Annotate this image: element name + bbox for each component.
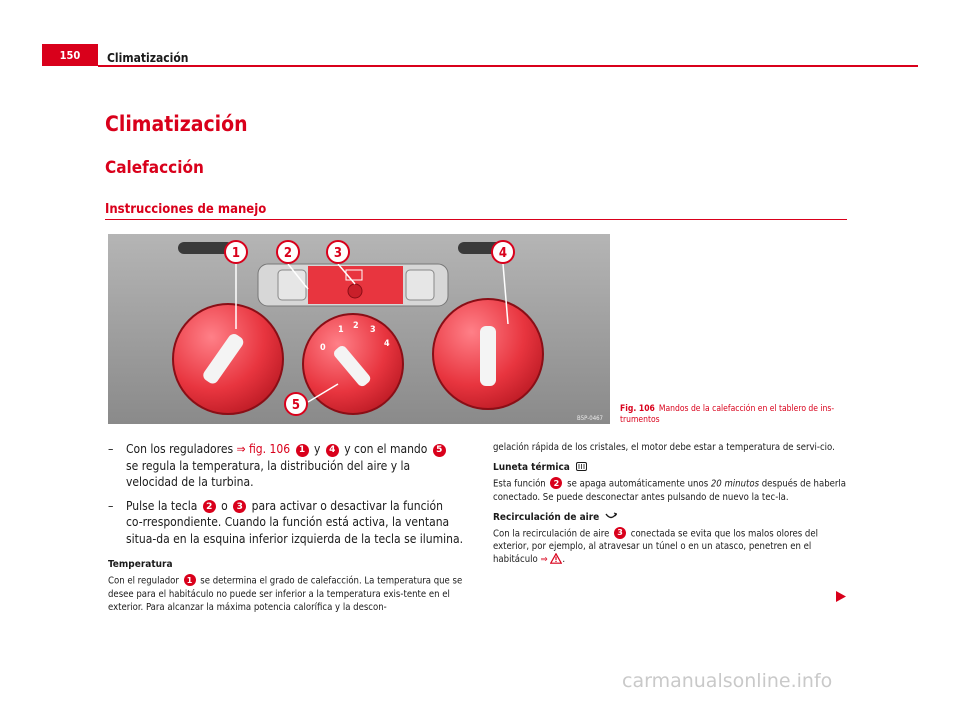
- continue-arrow-icon: [836, 591, 846, 602]
- header-rule: [98, 65, 918, 67]
- text-run: y: [310, 442, 324, 456]
- bullet-dash: –: [108, 442, 114, 456]
- warning-cross-reference-link[interactable]: ⇒: [540, 554, 548, 565]
- text-run: conectada se evita que los malos olores del exterior, por ejemplo, al atravesar un túnel o en un atasco, penetren en el habitáculo: [493, 528, 818, 565]
- callout-badge: 3: [233, 500, 246, 513]
- svg-text:3: 3: [333, 246, 343, 261]
- callout-badge: 1: [296, 444, 309, 457]
- figure-cross-reference-link[interactable]: ⇒ fig. 106: [236, 442, 291, 456]
- text-run: Con la recirculación de aire: [493, 528, 613, 539]
- callout-badge: 4: [326, 444, 339, 457]
- callout-3: [327, 241, 349, 263]
- duration-emphasis: 20 minutos: [710, 478, 760, 490]
- fan-speed-1: 1: [338, 325, 344, 335]
- subsection-title: Instrucciones de manejo: [105, 202, 267, 217]
- figure-code: B5P-0467: [577, 415, 603, 422]
- heater-controls-illustration: [108, 234, 610, 424]
- instruction-item-1: [108, 441, 463, 491]
- right-switch: [406, 270, 434, 300]
- text-run: Con los reguladores: [126, 442, 237, 456]
- continued-paragraph: gelación rápida de los cristales, el motor debe estar a temperatura de servi-cio.: [493, 442, 835, 453]
- fan-speed-0: 0: [320, 343, 326, 353]
- callout-4: [492, 241, 514, 263]
- callout-badge: 5: [433, 444, 446, 457]
- callout-badge: 2: [203, 500, 216, 513]
- callout-5: [285, 393, 307, 415]
- text-run: se apaga automáticamente unos: [564, 478, 711, 490]
- recirculation-paragraph: [493, 527, 848, 567]
- page-number: 150: [42, 44, 98, 66]
- section-title: Calefacción: [105, 158, 204, 178]
- left-column: [108, 441, 463, 622]
- svg-text:5: 5: [291, 398, 301, 413]
- recirculation-heading-text: Recirculación de aire: [493, 511, 600, 523]
- subsection-rule: [105, 219, 847, 220]
- text-run: Pulse la tecla: [126, 498, 201, 513]
- recirculation-heading: [493, 512, 848, 523]
- rear-defrost-paragraph: [493, 477, 848, 504]
- figure-caption: [620, 404, 855, 426]
- temperature-heading: Temperatura: [108, 559, 173, 570]
- callout-badge: 3: [614, 527, 626, 539]
- fan-speed-3: 3: [370, 325, 376, 335]
- callout-2: [277, 241, 299, 263]
- fan-speed-4: 4: [384, 339, 390, 349]
- text-run: .: [562, 554, 566, 565]
- left-switch: [278, 270, 306, 300]
- running-header-title: Climatización: [107, 51, 189, 65]
- rear-window-defrost-icon: [576, 462, 587, 471]
- svg-text:2: 2: [283, 246, 293, 261]
- rear-defrost-heading: [493, 462, 848, 473]
- text-run: y con el mando: [340, 442, 431, 456]
- callout-1: [225, 241, 247, 263]
- warning-triangle-icon: [550, 553, 562, 564]
- figure-caption-text: Mandos de la calefacción en el tablero de ins-trumentos: [620, 404, 835, 425]
- watermark: carmanualsonline.info: [622, 670, 833, 692]
- rear-defrost-heading-text: Luneta térmica: [493, 462, 570, 473]
- callout-badge: 1: [184, 574, 196, 586]
- text-run: para activar o desactivar la función co-rrespondiente. Cuando la función está activa, la ventana situa-da en la esquina inferior izquierda de la tecla se ilumina.: [126, 498, 464, 546]
- text-run: se determina el grado de calefacción. La temperatura que se desee para el habitáculo no puede ser inferior a la temperatura exis-tente en el exterior. Para alcanzar la máxima potencia calorífica y la descon-: [108, 575, 463, 613]
- chapter-title: Climatización: [105, 112, 248, 136]
- right-column: [493, 441, 848, 574]
- text-run: se regula la temperatura, la distribución del aire y la velocidad de la turbina.: [126, 458, 411, 489]
- instruction-item-2: [108, 498, 463, 548]
- fan-speed-2: 2: [353, 321, 359, 331]
- text-run: Con el regulador: [108, 575, 182, 587]
- figure-heater-controls: [108, 234, 610, 424]
- air-distribution-knob-grip: [480, 326, 496, 386]
- recirc-button-knob: [348, 284, 362, 298]
- temperature-paragraph: [108, 574, 463, 614]
- text-run: después de haberla conectado. Se puede desconectar antes pulsando de nuevo la tec-la.: [493, 478, 847, 503]
- recirculation-icon: [605, 512, 617, 520]
- svg-text:1: 1: [231, 246, 241, 261]
- figure-caption-label: Fig. 106: [620, 404, 655, 414]
- text-run: Esta función: [493, 478, 549, 490]
- text-run: o: [217, 498, 232, 513]
- svg-text:4: 4: [498, 246, 508, 261]
- callout-badge: 2: [550, 477, 562, 489]
- bullet-dash: –: [108, 498, 114, 513]
